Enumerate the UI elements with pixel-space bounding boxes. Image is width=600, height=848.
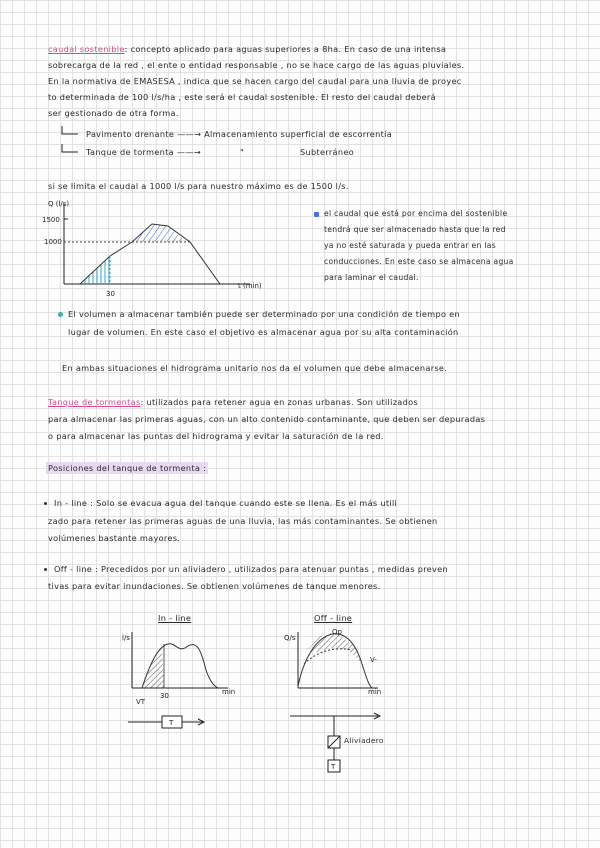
caudal-text-line-2: sobrecarga de la red , el ente o entidad responsable , no se hace cargo de las aguas pluviales. bbox=[48, 60, 465, 70]
graph-note-line-4: conducciones. En este caso se almacena agua bbox=[324, 257, 514, 266]
inline-x-label: min bbox=[222, 688, 236, 696]
ambas-line: En ambas situaciones el hidrograma unitario nos da el volumen que debe almacenarse. bbox=[62, 363, 448, 373]
inline-line-1: In - line : Solo se evacua agua del tanque cuando este se llena. Es el más utili bbox=[54, 498, 398, 508]
inline-line-3: volúmenes bastante mayores. bbox=[48, 533, 181, 543]
inline-diagram-title: In - line bbox=[158, 613, 192, 623]
tanque-line-3: o para almacenar las puntas del hidrograma y evitar la saturación de la red. bbox=[48, 431, 384, 441]
tanque-heading: Tanque de tormentas bbox=[48, 397, 141, 407]
y-axis-label: Q (l/s) bbox=[48, 200, 70, 208]
offline-line-1: Off - line : Precedidos por un aliviadero , utilizados para atenuar puntas , medidas preven bbox=[54, 564, 448, 574]
offline-line-2: tivas para evitar inundaciones. Se obtienen volúmenes de tanque menores. bbox=[48, 581, 381, 591]
arrow-line-2a: Tanque de tormenta ——→ bbox=[86, 147, 202, 157]
caudal-sostenible-line-1: caudal sostenible: concepto aplicado para aguas superiores a 8ha. En caso de una intensa bbox=[48, 44, 447, 54]
posiciones-heading: Posiciones del tanque de tormenta : bbox=[48, 463, 207, 473]
x-axis-label: t (min) bbox=[238, 282, 262, 290]
offline-x-label: min bbox=[368, 688, 382, 696]
tanque-line-2: para almacenar las primeras aguas, con un alto contenido contaminante, que deben ser depuradas bbox=[48, 414, 486, 424]
caudal-sostenible-heading: caudal sostenible bbox=[48, 44, 125, 54]
inline-vt-label: VT bbox=[136, 698, 146, 706]
offline-qp-label: Qp bbox=[332, 628, 342, 636]
x-tick-30: 30 bbox=[106, 290, 115, 298]
offline-y-label: Q/s bbox=[284, 634, 296, 642]
note-bullet-icon bbox=[314, 212, 319, 217]
caudal-text-line-5: ser gestionado de otra forma. bbox=[48, 108, 179, 118]
offline-bullet-icon bbox=[44, 568, 47, 571]
inline-line-2: zado para retener las primeras aguas de una lluvia, las más contaminantes. Se obtienen bbox=[48, 516, 438, 526]
graph-note-line-3: ya no esté saturada y pueda entrar en las bbox=[324, 241, 496, 250]
tanque-line-1: Tanque de tormentas: utilizados para retener agua en zonas urbanas. Son utilizados bbox=[48, 397, 418, 407]
inline-bullet-icon bbox=[44, 502, 47, 505]
graph-note-line-2: tendrá que ser almacenado hasta que la red bbox=[324, 225, 506, 234]
volume-bullet-icon bbox=[58, 312, 63, 317]
inline-tank-label: T bbox=[169, 719, 174, 727]
y-tick-1000: 1000 bbox=[44, 238, 62, 246]
inline-hatch-area bbox=[142, 648, 164, 688]
volume-note-line-1: El volumen a almacenar también puede ser determinado por una condición de tiempo en bbox=[68, 309, 460, 319]
volume-note-line-2: lugar de volumen. En este caso el objetivo es almacenar agua por su alta contaminación bbox=[68, 327, 459, 337]
inline-y-label: l/s bbox=[122, 634, 130, 642]
caudal-text-line-3: En la normativa de EMASESA , indica que se hacen cargo del caudal para una lluvia de proyec bbox=[48, 76, 462, 86]
caudal-text-line-4: to determinada de 100 l/s/ha , este será el caudal sostenible. El resto del caudal deberá bbox=[48, 92, 436, 102]
arrow-line-2c: Subterráneo bbox=[300, 147, 354, 157]
hook-arrow-icon-2 bbox=[62, 144, 78, 152]
offline-v-label: V- bbox=[370, 656, 377, 664]
graph-note-line-1: el caudal que está por encima del sostenible bbox=[324, 209, 508, 218]
offline-diagram bbox=[282, 624, 432, 704]
y-tick-1500: 1500 bbox=[42, 216, 60, 224]
hook-arrow-icon-1 bbox=[62, 126, 78, 134]
arrow-icons bbox=[60, 124, 82, 158]
inline-x-tick-30: 30 bbox=[160, 692, 169, 700]
graph-note-line-5: para laminar el caudal. bbox=[324, 273, 419, 282]
limit-line: si se limita el caudal a 1000 l/s para nuestro máximo es de 1500 l/s. bbox=[48, 181, 349, 191]
hydrograph-chart bbox=[40, 196, 290, 306]
offline-diagram-title: Off - line bbox=[314, 613, 353, 623]
arrow-line-2b: " bbox=[240, 147, 245, 157]
aliviadero-label: Aliviadero bbox=[344, 736, 384, 745]
arrow-line-1: Pavimento drenante ——→ Almacenamiento superficial de escorrentía bbox=[86, 129, 393, 139]
offline-tank-label: T bbox=[331, 763, 336, 771]
inline-diagram bbox=[118, 624, 258, 734]
